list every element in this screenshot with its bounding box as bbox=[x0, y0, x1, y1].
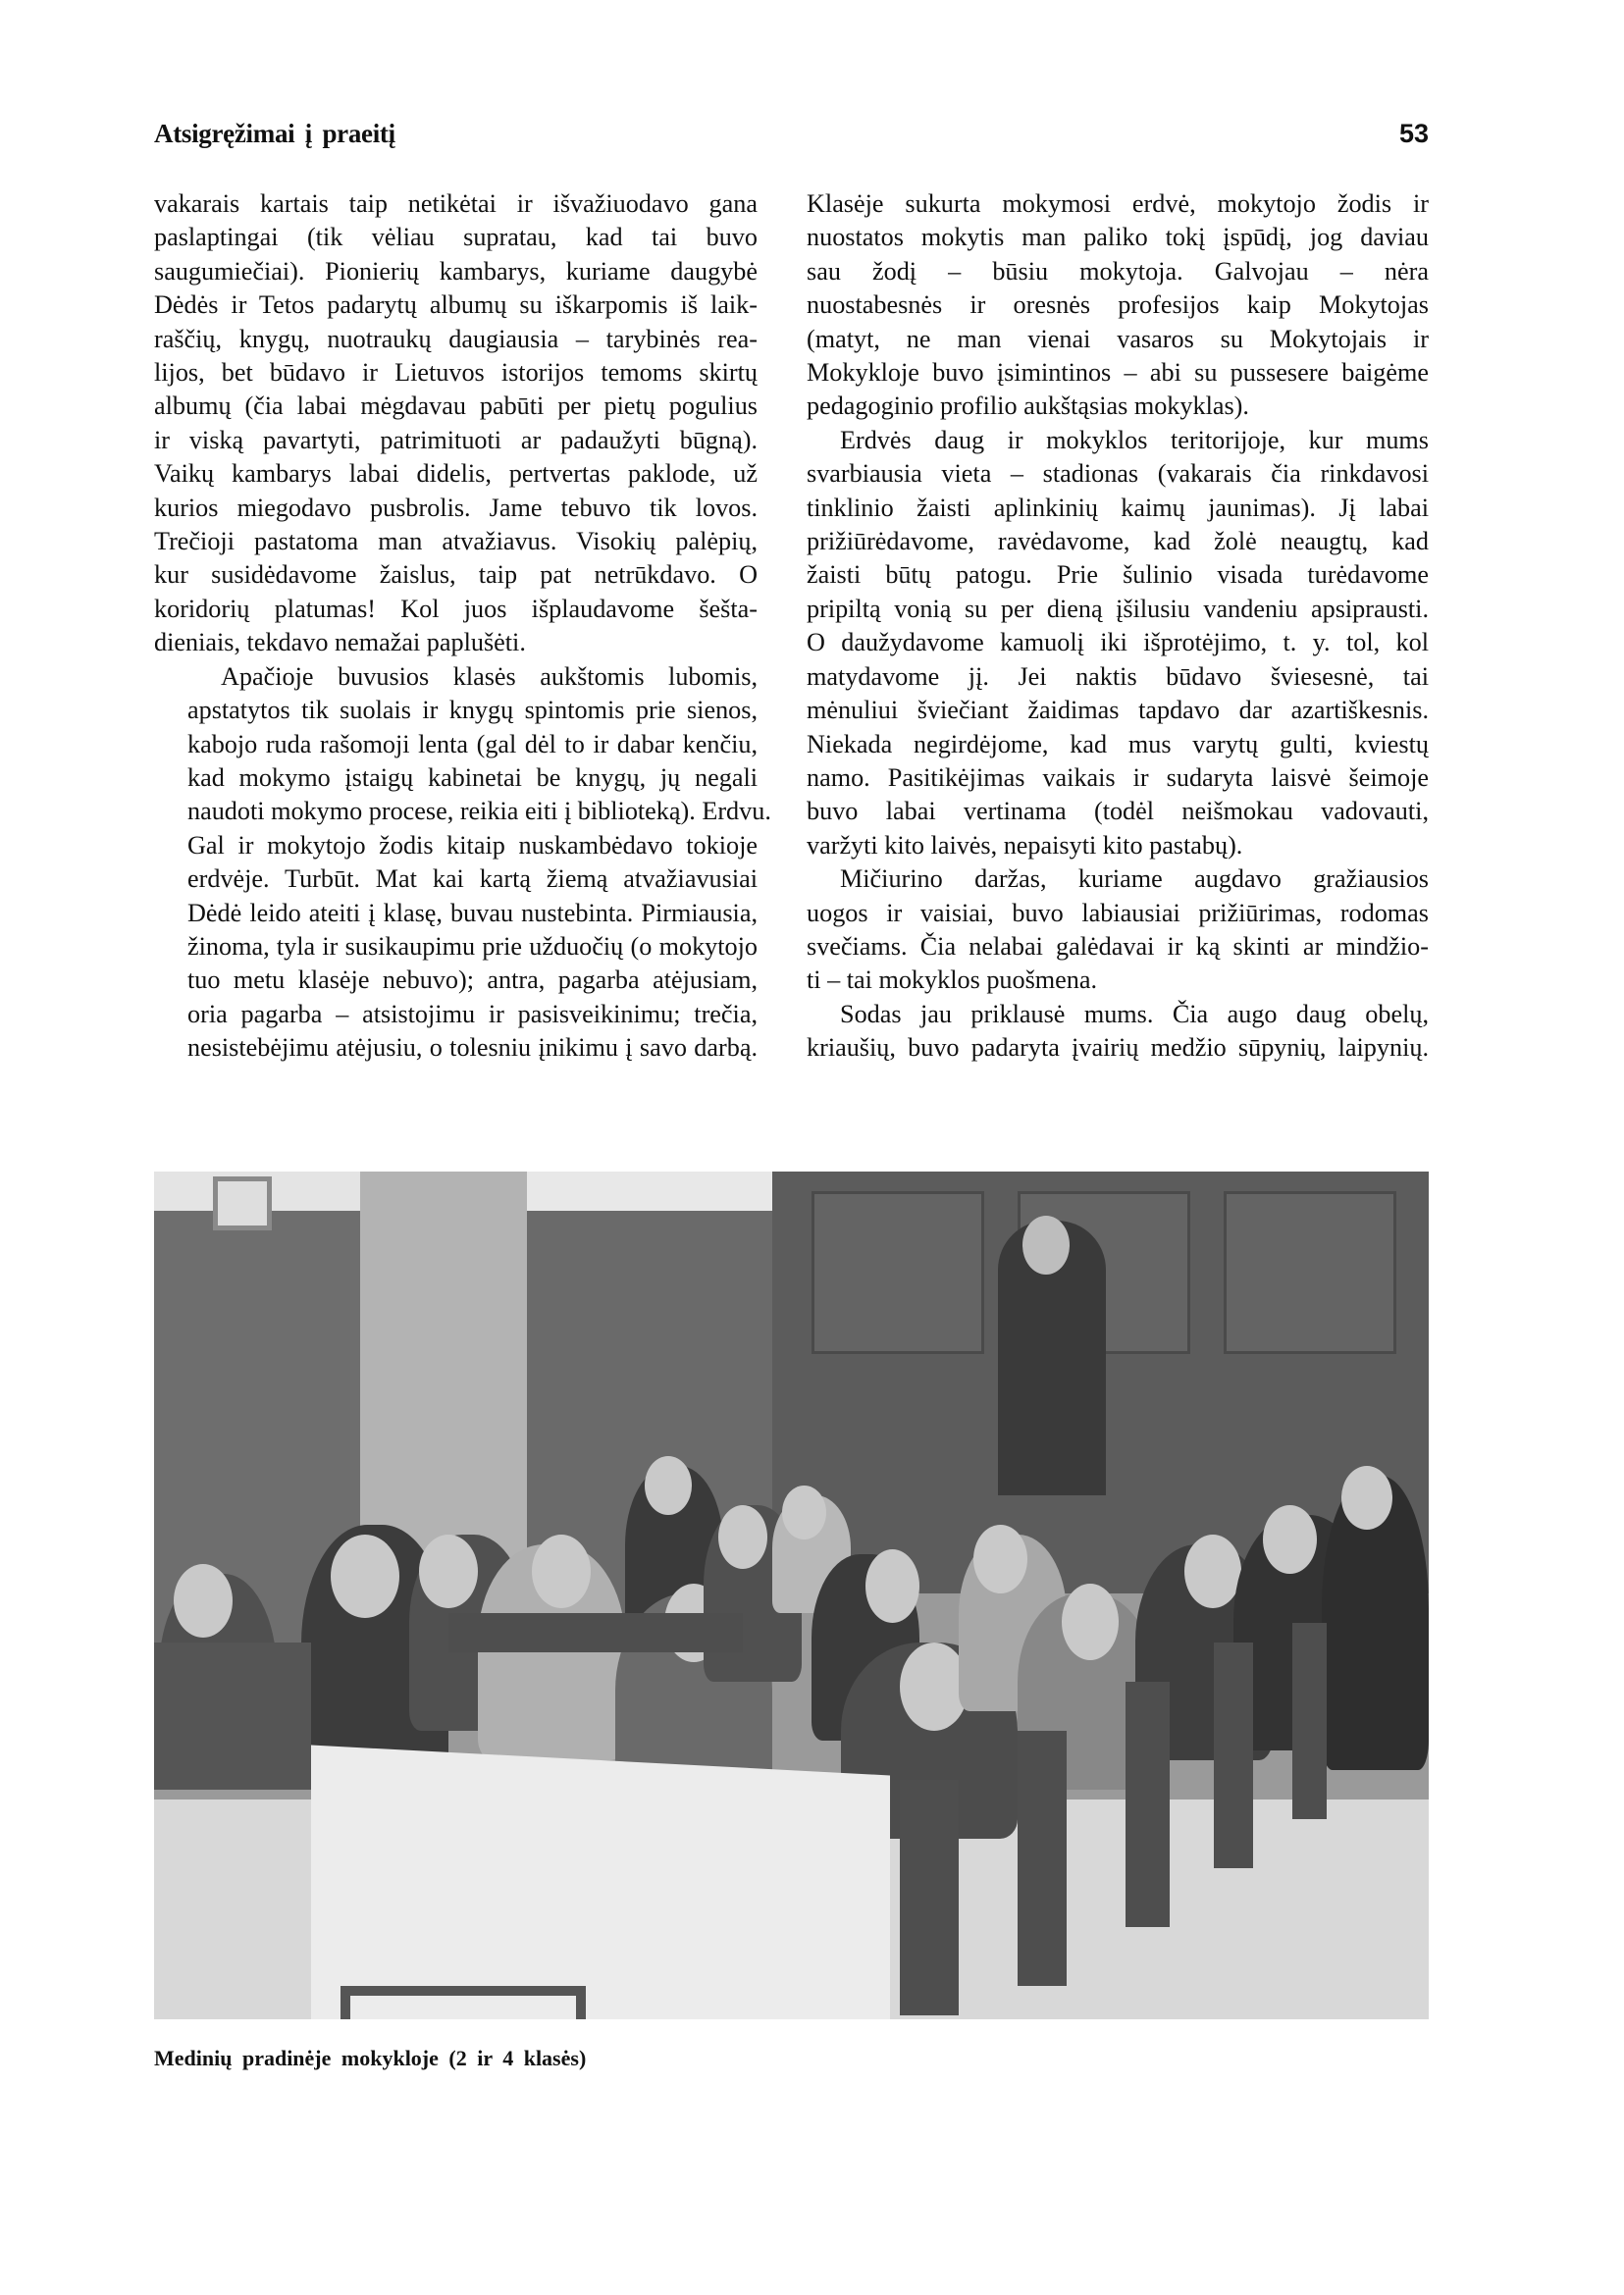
text-line: sau žodį – būsiu mokytoja. Galvojau – nėra bbox=[807, 256, 1429, 286]
paragraph bbox=[154, 660, 771, 1066]
photo-desk-leg bbox=[1126, 1682, 1170, 1927]
text-line: pedagoginio profilio aukštąsias mokyklas). bbox=[807, 391, 1249, 421]
text-line: Dėdė leido ateiti į klasę, buvau nustebinta. Pirmiausia, bbox=[187, 898, 758, 927]
text-line: ir viską pavartyti, patrimituoti ar padaužyti būgną). bbox=[154, 425, 758, 454]
photo-face bbox=[782, 1486, 826, 1539]
photo-face bbox=[1184, 1535, 1241, 1608]
text-line: albumų (čia labai mėgdavau pabūti per pietų pogulius bbox=[154, 391, 758, 421]
photo-desk-leg bbox=[1292, 1623, 1327, 1819]
text-line: Gal ir mokytojo žodis kitaip nuskambėdavo tokioje bbox=[187, 830, 758, 860]
page-number: 53 bbox=[1398, 119, 1429, 148]
text-line: tinklinio žaisti aplinkinių kaimų jaunimas). Jį labai bbox=[807, 493, 1429, 522]
photo-desk bbox=[154, 1643, 311, 1790]
right-text-column bbox=[807, 187, 1429, 1066]
photo-face bbox=[1341, 1466, 1392, 1530]
text-line: nesistebėjimu atėjusiu, o tolesniu įnikimu į savo darbą. bbox=[187, 1033, 758, 1063]
text-line: svečiams. Čia nelabai galėdavai ir ką skinti ar mindžio- bbox=[807, 931, 1429, 961]
paragraph bbox=[154, 187, 758, 660]
photo-face bbox=[973, 1525, 1027, 1593]
text-line: matydavome jį. Jei naktis būdavo šviesesnė, tai bbox=[807, 661, 1429, 691]
photo-desk-row bbox=[448, 1613, 743, 1652]
text-line: oria pagarba – atsistojimu ir pasisveikinimu; trečia, bbox=[187, 999, 758, 1028]
photo-board-panel bbox=[812, 1191, 984, 1354]
text-line: apstatytos tik suolais ir knygų spintomis prie sienos, bbox=[187, 696, 758, 725]
photo-desk-leg bbox=[1018, 1731, 1067, 1986]
text-line: kurios miegodavo pusbrolis. Jame tebuvo tik lovos. bbox=[154, 493, 758, 522]
photo-face bbox=[331, 1535, 399, 1618]
paragraph bbox=[807, 424, 1429, 862]
text-line: ti – tai mokyklos puošmena. bbox=[807, 965, 1098, 995]
running-title: Atsigręžimai į praeitį bbox=[154, 119, 395, 148]
text-line: kad mokymo įstaigų kabinetai be knygų, jų negali bbox=[187, 762, 758, 792]
text-line: svarbiausia vieta – stadionas (vakarais čia rinkdavosi bbox=[807, 459, 1429, 489]
text-line: mėnuliui šviečiant žaidimas tapdavo dar azartiškesnis. bbox=[807, 696, 1429, 725]
text-line: Mokykloje buvo įsimintinos – abi su pussesere baigėme bbox=[807, 358, 1429, 388]
text-line: kriaušių, buvo padaryta įvairių medžio sūpynių, laipynių. bbox=[807, 1033, 1429, 1063]
text-line: Vaikų kambarys labai didelis, pertvertas paklode, už bbox=[154, 459, 758, 489]
paragraph bbox=[807, 187, 1429, 424]
paragraph bbox=[807, 998, 1429, 1066]
text-line: Dėdės ir Tetos padarytų albumų su iškarpomis iš laik- bbox=[154, 290, 758, 320]
left-text-column bbox=[154, 187, 771, 1066]
photo-face bbox=[865, 1549, 919, 1623]
figure-caption: Medinių pradinėje mokykloje (2 ir 4 klasės) bbox=[154, 2046, 587, 2070]
text-line: saugumiečiai). Pionierių kambarys, kuriame daugybė bbox=[154, 256, 758, 286]
photo-face bbox=[645, 1456, 692, 1515]
text-line: paslaptingai (tik vėliau supratau, kad tai buvo bbox=[154, 223, 758, 252]
text-line: erdvėje. Turbūt. Mat kai kartą žiemą atvažiavusiai bbox=[187, 864, 758, 894]
photo-face bbox=[1062, 1584, 1119, 1660]
text-line: tuo metu klasėje nebuvo); antra, pagarba atėjusiam, bbox=[187, 965, 758, 995]
text-line: kur susidėdavome žaislus, taip pat netrūkdavo. O bbox=[154, 560, 758, 590]
photo-desk-leg bbox=[900, 1780, 959, 2015]
text-line: Niekada negirdėjome, kad mus varytų gulti, kviestų bbox=[807, 729, 1429, 758]
text-line: žinoma, tyla ir susikaupimu prie užduočių (o mokytojo bbox=[187, 931, 758, 961]
photo-wall-mid-top bbox=[527, 1172, 772, 1211]
text-line: raščių, knygų, nuotraukų daugiausia – tarybinės rea- bbox=[154, 324, 758, 353]
text-line: buvo labai vertinama (todėl neišmokau vadovauti, bbox=[807, 797, 1429, 826]
photo-teacher-head bbox=[1022, 1216, 1070, 1275]
text-line: uogos ir vaisiai, buvo labiausiai prižiūrimas, rodomas bbox=[807, 898, 1429, 927]
text-line: kabojo ruda rašomoji lenta (gal dėl to ir dabar kenčiu, bbox=[187, 729, 758, 758]
text-line: Erdvės daug ir mokyklos teritorijoje, kur mums bbox=[840, 425, 1429, 454]
text-line: namo. Pasitikėjimas vaikais ir sudaryta laisvė šeimoje bbox=[807, 762, 1429, 792]
classroom-photo bbox=[154, 1172, 1429, 2019]
text-line: dieniais, tekdavo nemažai paplušėti. bbox=[154, 628, 526, 657]
text-line: žaisti būtų patogu. Prie šulinio visada turėdavome bbox=[807, 560, 1429, 590]
text-line: vakarais kartais taip netikėtai ir išvažiuodavo gana bbox=[154, 189, 758, 218]
photo-face bbox=[532, 1535, 591, 1608]
text-line: Sodas jau priklausė mums. Čia augo daug obelų, bbox=[840, 999, 1429, 1028]
text-line: O daužydavome kamuolį iki išprotėjimo, t. y. tol, kol bbox=[807, 628, 1429, 657]
text-line: nuostabesnės ir oresnės profesijos kaip Mokytojas bbox=[807, 290, 1429, 320]
photo-face bbox=[718, 1505, 767, 1569]
text-line: prižiūrėdavome, ravėdavome, kad žolė neaugtų, kad bbox=[807, 527, 1429, 556]
text-line: pripiltą vonią su per dieną įšilusiu vandeniu apsiprausti. bbox=[807, 594, 1429, 623]
photo-desk-leg bbox=[1214, 1643, 1253, 1868]
text-line: (matyt, ne man vienai vasaros su Mokytojais ir bbox=[807, 324, 1429, 353]
text-line: Klasėje sukurta mokymosi erdvė, mokytojo žodis ir bbox=[807, 189, 1429, 218]
text-line: varžyti kito laivės, nepaisyti kito pastabų). bbox=[807, 830, 1243, 860]
photo-face bbox=[419, 1535, 478, 1608]
text-line: koridorių platumas! Kol juos išplaudavome šešta- bbox=[154, 594, 758, 623]
photo-face bbox=[1263, 1505, 1317, 1574]
text-line: Apačioje buvusios klasės aukštomis lubomis, bbox=[221, 661, 758, 691]
text-line: Trečioji pastatoma man atvažiavus. Visokių palėpių, bbox=[154, 527, 758, 556]
text-line: naudoti mokymo procese, reikia eiti į biblioteką). Erdvu. bbox=[187, 797, 771, 826]
photo-window bbox=[213, 1176, 272, 1230]
photo-teacher-table bbox=[311, 1746, 890, 2019]
photo-face bbox=[174, 1564, 233, 1638]
photo-chair bbox=[341, 1986, 586, 2019]
photo-board-panel bbox=[1224, 1191, 1396, 1354]
paragraph bbox=[807, 862, 1429, 998]
text-line: Mičiurino daržas, kuriame augdavo gražiausios bbox=[840, 864, 1429, 894]
text-line: nuostatos mokytis man paliko tokį įspūdį, jog daviau bbox=[807, 223, 1429, 252]
text-line: lijos, bet būdavo ir Lietuvos istorijos temoms skirtų bbox=[154, 358, 758, 388]
